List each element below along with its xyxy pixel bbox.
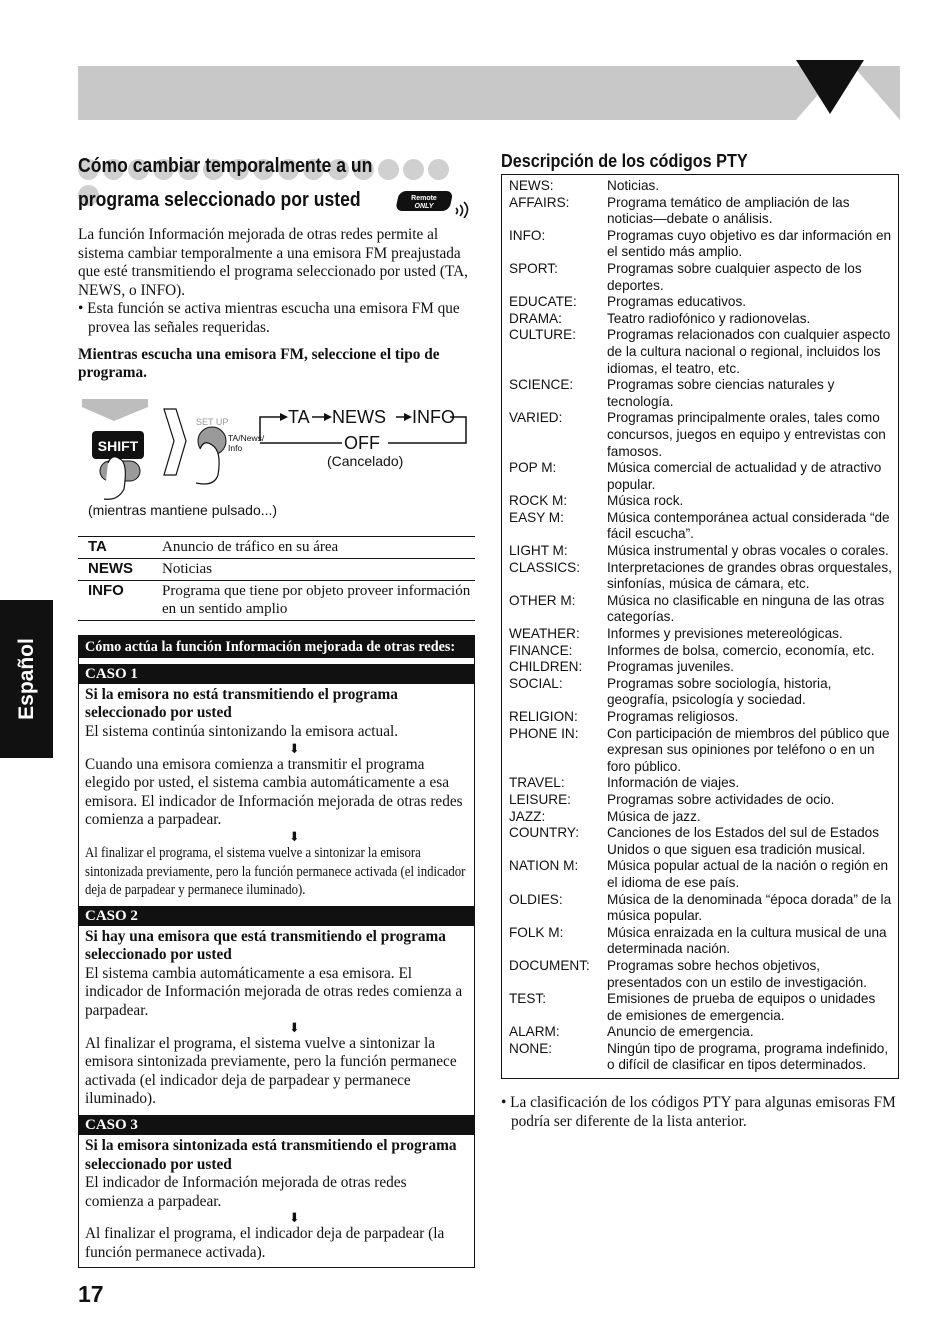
pty-code: NONE: [509, 1040, 553, 1056]
left-column [78, 150, 475, 1268]
pty-description: Ningún tipo de programa, programa indefinido, o difícil de clasificar en tipos determinados. [607, 1040, 889, 1073]
pty-row [509, 410, 898, 460]
case1-label: CASO 1 [79, 664, 474, 684]
table-row: TA Anuncio de tráfico en su área [78, 536, 475, 558]
pty-code: NEWS: [509, 178, 554, 193]
pty-row [509, 327, 898, 377]
pty-code-list [501, 174, 899, 1079]
pty-code: OTHER M: [509, 592, 576, 608]
pty-code: DOCUMENT: [509, 957, 590, 973]
pty-code: OLDIES: [509, 891, 563, 907]
diagram-graphics [78, 393, 475, 528]
pty-description: Música comercial de actualidad y de atractivo popular. [607, 460, 882, 492]
page-number: 17 [78, 1281, 104, 1307]
header-band [78, 66, 900, 120]
pty-description: Programas cuyo objetivo es dar información en el sentido más amplio. [607, 227, 892, 260]
case1-text3: Al finalizar el programa, el sistema vuelve a sintonizar la emisora sintonizada previamente, pero la función permanece activada (el indicador deja de parpadear y permanece iluminado). [85, 844, 466, 899]
pty-row [509, 726, 898, 776]
language-tab: Español [0, 600, 53, 758]
pty-code: SOCIAL: [509, 675, 563, 691]
pty-code: FOLK M: [509, 924, 564, 940]
case2-label: CASO 2 [79, 906, 474, 926]
case1-text2: Cuando una emisora comienza a transmitir el programa elegido por usted, el sistema cambia automáticamente a esa emisora. El indicador de Información mejorada de otras redes comienza a parpadear. [85, 755, 463, 829]
how-it-works-box [78, 635, 475, 1268]
seq-ta: TA [288, 406, 310, 427]
pty-description: Programas relacionados con cualquier aspecto de la cultura nacional o regional, incluidos los idiomas, el teatro, etc. [607, 327, 891, 376]
pty-code: TRAVEL: [509, 775, 565, 791]
pty-row [509, 261, 898, 294]
pty-code: WEATHER: [509, 626, 580, 642]
arrow-down-icon: ⬇ [289, 740, 300, 756]
pty-code: PHONE IN: [509, 725, 579, 741]
pty-code: LEISURE: [509, 791, 571, 807]
pty-code: ROCK M: [509, 493, 568, 509]
case1-text1: El sistema continúa sintonizando la emisora actual. [85, 722, 399, 740]
ta-button-label-2: Info [228, 442, 243, 453]
pty-code: VARIED: [509, 410, 563, 426]
seq-news: NEWS [332, 406, 386, 427]
pty-code: EDUCATE: [509, 294, 577, 310]
ta-button-label-1: TA/News/ [228, 432, 265, 443]
pty-description: Música enraizada en la cultura musical de una determinada nación. [607, 924, 887, 957]
pty-row [509, 493, 898, 510]
case3-body [79, 1135, 474, 1267]
pty-description: Programa temático de ampliación de las noticias—debate o análisis. [607, 194, 850, 227]
pty-row [509, 460, 898, 493]
pty-description: Emisiones de prueba de equipos o unidades de emisiones de emergencia. [607, 991, 876, 1023]
pty-row [509, 377, 898, 410]
pty-note: • La clasificación de los códigos PTY para algunas emisoras FM podría ser diferente de la lista anterior. [501, 1094, 896, 1131]
pty-description: Noticias. [607, 178, 660, 193]
case3-text2: Al finalizar el programa, el indicador deja de parpadear (la función permanece activada). [85, 1225, 445, 1261]
procedure-diagram [78, 393, 475, 528]
case1-condition: Si la emisora no está transmitiendo el programa seleccionado por usted [85, 685, 398, 722]
pty-code: LIGHT M: [509, 543, 568, 559]
case2-text1: El sistema cambia automáticamente a esa emisora. El indicador de Información mejorada de otras redes comienza a parpadear. [85, 964, 463, 1020]
pty-description: Programas sobre cualquier aspecto de los deportes. [607, 260, 862, 293]
table-row: INFO Programa que tiene por objeto proveer información en un sentido amplio [78, 580, 475, 620]
pty-row [509, 294, 898, 311]
pty-description: Música instrumental y obras vocales o corales. [607, 543, 889, 559]
pty-description: Música de jazz. [607, 808, 701, 824]
pty-description: Programas sobre sociología, historia, geografía, psicología y sociedad. [607, 675, 832, 708]
pty-description: Música de la denominada “época dorada” de la música popular. [607, 891, 892, 924]
pty-row [509, 991, 898, 1024]
pty-row [509, 560, 898, 593]
pty-code: TEST: [509, 991, 547, 1007]
pty-description: Programas religiosos. [607, 709, 739, 724]
pty-row [509, 311, 898, 328]
case2-text2: Al finalizar el programa, el sistema vuelve a sintonizar la emisora sintonizada previamente, pero la función permanece activada (el indicador deja de parpadear y permanece iluminado). [85, 1034, 457, 1108]
pty-description: Música contemporánea actual considerada “de fácil escucha”. [607, 509, 890, 542]
pty-description: Programas sobre actividades de ocio. [607, 791, 835, 807]
pty-code: CULTURE: [509, 327, 576, 343]
pty-row [509, 809, 898, 826]
pty-code: CLASSICS: [509, 559, 581, 575]
remote-only-icon [394, 188, 472, 218]
program-type-table [78, 536, 475, 621]
pty-description: Música popular actual de la nación o región en el idioma de ese país. [607, 858, 889, 890]
pty-row [509, 228, 898, 261]
pty-row [509, 892, 898, 925]
seq-info: INFO [412, 406, 455, 427]
svg-text:Remote: Remote [411, 195, 437, 202]
pty-description: Informes de bolsa, comercio, economía, etc. [607, 642, 875, 658]
pty-code: COUNTRY: [509, 825, 579, 841]
pty-row [509, 543, 898, 560]
right-column [501, 150, 899, 1147]
pty-row [509, 792, 898, 809]
arrow-down-icon: ⬇ [289, 1019, 300, 1035]
pty-code: SPORT: [509, 260, 558, 276]
pty-description: Música rock. [607, 493, 684, 509]
case1-body [79, 684, 474, 904]
pty-code: DRAMA: [509, 310, 562, 326]
pty-description: Información de viajes. [607, 775, 740, 791]
pty-description: Interpretaciones de grandes obras orquestales, sinfonías, música de cámara, etc. [607, 559, 892, 592]
pty-row [509, 775, 898, 792]
pty-row [509, 195, 898, 228]
pty-code: CHILDREN: [509, 659, 583, 675]
pty-code: FINANCE: [509, 642, 573, 658]
pty-description: Con participación de miembros del público que expresan sus opiniones por teléfono o en un foro público. [607, 725, 890, 774]
pty-section-title: Descripción de los códigos PTY [501, 151, 748, 171]
how-it-works-title: Cómo actúa la función Información mejorada de otras redes: [79, 636, 474, 658]
pty-row [509, 958, 898, 991]
arrow-down-icon: ⬇ [289, 1210, 300, 1226]
shift-key-label: SHIFT [97, 437, 139, 454]
section-title-line1: Cómo cambiar temporalmente a un [78, 155, 373, 177]
pty-row [509, 1041, 898, 1074]
pty-description: Programas principalmente orales, tales como concursos, juegos en equipo y entrevistas con famosos. [607, 410, 886, 459]
pty-row [509, 858, 898, 891]
pty-row [509, 825, 898, 858]
corner-triangle-icon [790, 60, 900, 120]
cancel-label: (Cancelado) [327, 452, 404, 469]
pty-code: NATION M: [509, 858, 579, 874]
pty-description: Programas sobre ciencias naturales y tecnología. [607, 377, 835, 409]
pty-row [509, 1024, 898, 1041]
pty-row [509, 510, 898, 543]
pty-row [509, 593, 898, 626]
seq-off: OFF [344, 432, 380, 453]
pty-code: JAZZ: [509, 808, 546, 824]
svg-text:ONLY: ONLY [414, 203, 434, 210]
pty-description: Anuncio de emergencia. [607, 1024, 754, 1040]
table-row: NEWS Noticias [78, 558, 475, 580]
pty-row [509, 676, 898, 709]
pty-row [509, 626, 898, 643]
pty-description: Informes y previsiones metereológicas. [607, 626, 843, 642]
pty-description: Canciones de los Estados del sul de Estados Unidos o que siguen esa tradición musical. [607, 825, 880, 857]
section-title-line2: programa seleccionado por usted [78, 189, 361, 211]
pty-description: Programas juveniles. [607, 659, 734, 675]
pty-row [509, 709, 898, 726]
pty-row [509, 925, 898, 958]
pty-row [509, 178, 898, 195]
pty-description: Teatro radiofónico y radionovelas. [607, 310, 811, 326]
pty-description: Programas sobre hechos objetivos, presentados con un estilo de investigación. [607, 957, 867, 990]
pty-code: ALARM: [509, 1024, 560, 1040]
case3-label: CASO 3 [79, 1115, 474, 1135]
pty-code: SCIENCE: [509, 377, 574, 393]
arrow-down-icon: ⬇ [289, 828, 300, 844]
pty-code: INFO: [509, 227, 546, 243]
intro-text: La función Información mejorada de otras redes permite al sistema cambiar temporalmente a una emisora FM preajustada que esté transmitiendo el programa seleccionado por usted (TA, NEWS, o INFO). [78, 226, 468, 299]
case3-condition: Si la emisora sintonizada está transmitiendo el programa seleccionado por usted [85, 1137, 457, 1173]
case3-text1: El indicador de Información mejorada de otras redes comienza a parpadear. [85, 1174, 407, 1210]
instruction: Mientras escucha una emisora FM, seleccione el tipo de programa. [78, 345, 440, 382]
pty-description: Música no clasificable en ninguna de las otras categorías. [607, 592, 885, 625]
pty-description: Programas educativos. [607, 294, 747, 310]
pty-row [509, 643, 898, 660]
pty-code: RELIGION: [509, 709, 578, 724]
intro-bullet: • Esta función se activa mientras escucha una emisora FM que provea las señales requeridas. [78, 300, 460, 336]
pty-row [509, 659, 898, 676]
pty-code: EASY M: [509, 509, 564, 525]
case2-condition: Si hay una emisora que está transmitiendo el programa seleccionado por usted [85, 927, 446, 964]
case2-body [79, 926, 474, 1113]
setup-label: SET UP [196, 416, 229, 427]
hold-label: (mientras mantiene pulsado...) [88, 501, 278, 518]
section-title [78, 150, 475, 184]
pty-code: POP M: [509, 460, 557, 476]
pty-code: AFFAIRS: [509, 194, 570, 210]
